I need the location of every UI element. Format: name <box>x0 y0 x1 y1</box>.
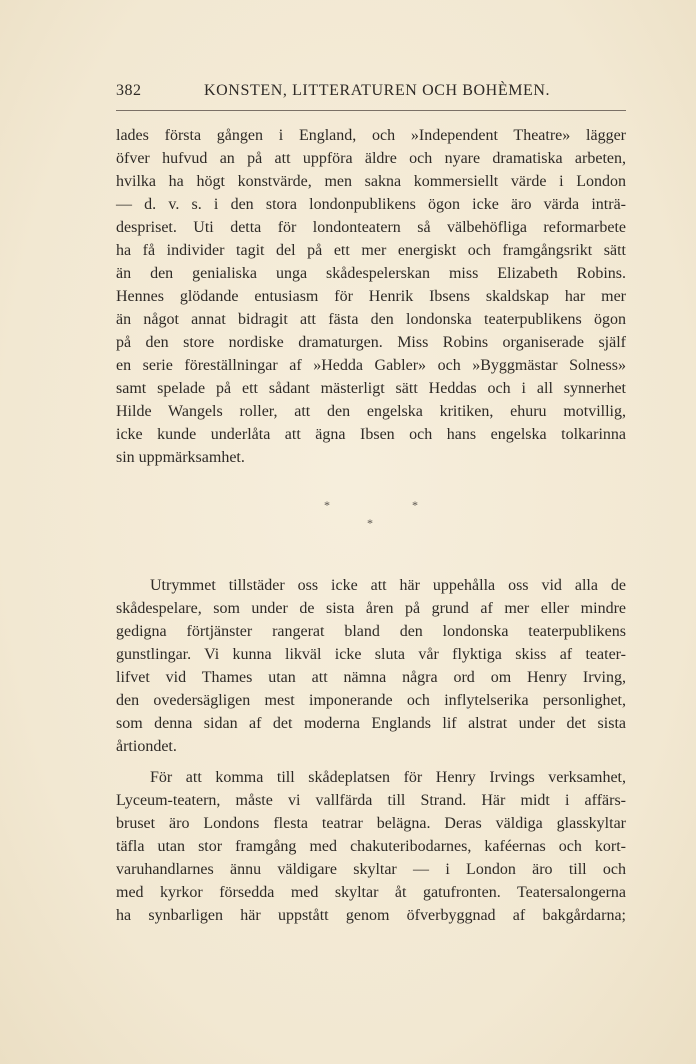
text-line: täfla utan stor framgång med chakuteribodarnes, kaféernas och kort- <box>116 838 626 855</box>
text-line: skådespelare, som under de sista åren på grund af mer eller mindre <box>116 600 626 617</box>
text-line: lifvet vid Thames utan att nämna några ord om Henry Irving, <box>116 669 626 686</box>
text-line: gunstlingar. Vi kunna likväl icke sluta vår flyktiga skiss af teater- <box>116 646 626 663</box>
text-line: samt spelade på ett sådant mästerligt sätt Heddas och i all synnerhet <box>116 380 626 397</box>
text-line: än den genialiska unga skådespelerskan miss Elizabeth Robins. <box>116 265 626 282</box>
paragraph-2 <box>116 574 626 758</box>
text-line: despriset. Uti detta för londonteatern så välbehöfliga reformarbete <box>116 219 626 236</box>
running-title: KONSTEN, LITTERATUREN OCH BOHÈMEN. <box>204 82 551 99</box>
paragraph-3 <box>116 766 626 927</box>
text-line: öfver hufvud an på att uppföra äldre och nyare dramatiska arbeten, <box>116 150 626 167</box>
text-line: Lyceum-teatern, måste vi vallfärda till Strand. Här midt i affärs- <box>116 792 626 809</box>
text-line: För att komma till skådeplatsen för Henry Irvings verksamhet, <box>150 769 626 786</box>
text-line: den ovedersägligen mest imponerande och inflytelserika personlighet, <box>116 692 626 709</box>
text-line: lades första gången i England, och »Independent Theatre» lägger <box>116 127 626 144</box>
text-line: — d. v. s. i den stora londonpublikens ögon icke äro värda inträ- <box>116 196 626 213</box>
text-line: varuhandlarnes ännu väldigare skyltar — i London äro till och <box>116 861 626 878</box>
text-line: gedigna förtjänster rangerat bland den londonska teaterpublikens <box>116 623 626 640</box>
section-separator-asterisk: * <box>367 516 373 530</box>
text-line: som denna sidan af det moderna Englands lif alstrat under det sista <box>116 715 626 732</box>
text-line: Hennes glödande entusiasm för Henrik Ibsens skaldskap har mer <box>116 288 626 305</box>
text-line: hvilka ha högt konstvärde, men sakna kommersiellt värde i London <box>116 173 626 190</box>
running-header <box>116 80 626 111</box>
paragraph-1 <box>116 124 626 469</box>
text-line: Utrymmet tillstäder oss icke att här uppehålla oss vid alla de <box>150 577 626 594</box>
text-line: ha få individer tagit del på ett mer energiskt och framgångsrikt sätt <box>116 242 626 259</box>
section-separator-asterisk: * <box>412 498 418 512</box>
text-line: icke kunde underlåta att ägna Ibsen och hans engelska tolkarinna <box>116 426 626 443</box>
section-separator-asterisk: * <box>324 498 330 512</box>
text-line: en serie föreställningar af »Hedda Gabler» och »Byggmästar Solness» <box>116 357 626 374</box>
text-line: årtiondet. <box>116 738 177 755</box>
text-line: bruset äro Londons flesta teatrar belägna. Deras väldiga glasskyltar <box>116 815 626 832</box>
text-line: än något annat bidragit att fästa den londonska teaterpublikens ögon <box>116 311 626 328</box>
page-number: 382 <box>116 82 142 99</box>
text-line: Hilde Wangels roller, att den engelska kritiken, ehuru motvillig, <box>116 403 626 420</box>
text-line: sin uppmärksamhet. <box>116 449 245 466</box>
text-line: med kyrkor försedda med skyltar åt gatufronten. Teatersalongerna <box>116 884 626 901</box>
text-line: på den store nordiske dramaturgen. Miss Robins organiserade själf <box>116 334 626 351</box>
text-line: ha synbarligen här uppstått genom öfverbyggnad af bakgårdarna; <box>116 907 626 924</box>
